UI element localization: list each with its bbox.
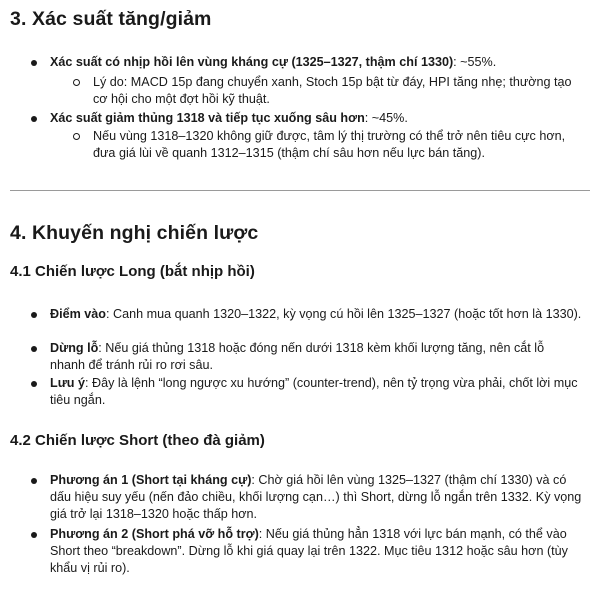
long-stoploss-label: Dừng lỗ — [50, 341, 99, 355]
long-note-item — [50, 375, 582, 409]
bullet-disc — [31, 478, 37, 484]
probability-item-drop — [50, 110, 582, 127]
bullet-disc — [31, 60, 37, 66]
short-plan-1-label: Phương án 1 (Short tại kháng cự) — [50, 473, 252, 487]
bullet-disc — [31, 116, 37, 122]
probability-detail — [93, 128, 573, 162]
short-plan-1-item — [50, 472, 582, 523]
probability-reason-text: Lý do: MACD 15p đang chuyển xanh, Stoch 15p bật từ đáy, HPI tăng nhẹ; thường tạo cơ hội cho một đợt hồi kỹ thuật. — [93, 75, 572, 106]
long-entry-label: Điểm vào — [50, 307, 106, 321]
probability-detail-text: Nếu vùng 1318–1320 không giữ được, tâm lý thị trường có thể trở nên tiêu cực hơn, đưa giá lùi về quanh 1312–1315 (thậm chí sâu hơn nếu lực bán tăng). — [93, 129, 566, 160]
short-plan-2-text: : Nếu giá thủng hẳn 1318 với lực bán mạnh, có thể vào Short theo “breakdown”. Dừng lỗ khi giá quay lại trên 1322. Mục tiêu 1312 hoặc sâu hơn (tùy khẩu vị rủi ro). — [50, 527, 568, 575]
short-strategy-heading: 4.2 Chiến lược Short (theo đà giảm) — [10, 432, 265, 449]
bullet-disc — [31, 532, 37, 538]
probability-item-value: : ~55%. — [453, 55, 497, 69]
section-4-heading: 4. Khuyến nghị chiến lược — [10, 222, 259, 244]
section-3-heading: 3. Xác suất tăng/giảm — [10, 8, 212, 30]
long-stoploss-text: : Nếu giá thủng 1318 hoặc đóng nến dưới 1318 kèm khối lượng tăng, nên cắt lỗ nhanh để tránh rủi ro rơi sâu. — [50, 341, 545, 372]
short-plan-2-item — [50, 526, 582, 577]
probability-item-rebound — [50, 54, 582, 71]
short-plan-2-label: Phương án 2 (Short phá vỡ hỗ trợ) — [50, 527, 259, 541]
bullet-circle — [73, 79, 80, 86]
long-note-text: : Đây là lệnh “long ngược xu hướng” (counter-trend), nên tỷ trọng vừa phải, chốt lời mục tiêu ngắn. — [50, 376, 578, 407]
bullet-disc — [31, 381, 37, 387]
short-plan-1-text: : Chờ giá hồi lên vùng 1325–1327 (thậm chí 1330) và có dấu hiệu suy yếu (nến đảo chiều, khối lượng cạn…) thì Short, dừng lỗ ngắn trên 1332. Kỳ vọng giá trở lại 1318–1320 hoặc thấp hơn. — [50, 473, 582, 521]
section-divider — [10, 190, 590, 191]
probability-item-label: Xác suất giảm thủng 1318 và tiếp tục xuống sâu hơn — [50, 111, 365, 125]
long-entry-text: : Canh mua quanh 1320–1322, kỳ vọng cú hồi lên 1325–1327 (hoặc tốt hơn là 1330). — [106, 307, 582, 321]
bullet-disc — [31, 346, 37, 352]
long-note-label: Lưu ý — [50, 376, 86, 390]
probability-reason — [93, 74, 573, 108]
probability-item-label: Xác suất có nhịp hồi lên vùng kháng cự (1325–1327, thậm chí 1330) — [50, 55, 454, 69]
long-stoploss-item — [50, 340, 582, 374]
probability-item-value: : ~45%. — [364, 111, 408, 125]
bullet-disc — [31, 312, 37, 318]
long-strategy-heading: 4.1 Chiến lược Long (bắt nhịp hồi) — [10, 263, 255, 280]
long-entry-item — [50, 306, 582, 323]
bullet-circle — [73, 133, 80, 140]
